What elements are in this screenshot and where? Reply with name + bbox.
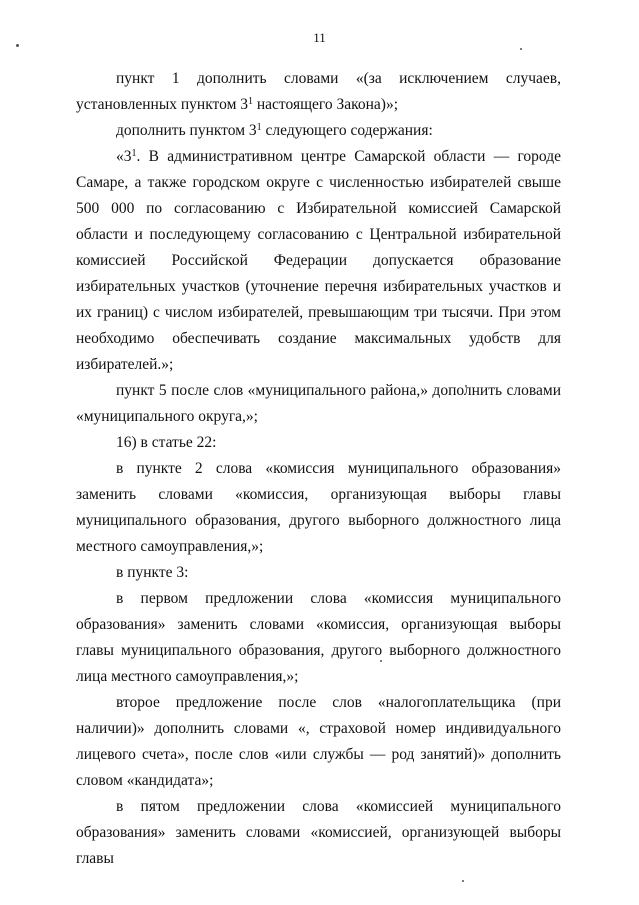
paragraph-text: пункт 1 дополнить словами «(за исключением случаев, установленных пунктом 3 [76,70,561,113]
paragraph-text: «3 [116,148,132,165]
paragraph: пункт 5 после слов «муниципального района,» дополнить словами «муниципального округа,»; [76,382,561,425]
superscript: 1 [248,96,253,107]
paragraph-text: следующего содержания: [261,122,433,139]
paragraph: в пункте 2 слова «комиссия муниципального образования» заменить словами «комиссия, организующая выборы главы муниципального образования, другого выборного должностного лица местного самоуправления,»; [76,460,561,555]
paragraph [76,118,561,144]
paragraph: в пункте 3: [116,564,189,581]
document-body [76,66,561,872]
paragraph [76,66,561,118]
paragraph [76,144,561,378]
paragraph-text: . В административном центре Самарской области — городе Самаре, а также городском округе с численностью избирателей свыше 500 000 по согласованию с Избирательной комиссией Самарской области и последующему согласованию с Центральной избирательной комиссией Российской Федерации допускается образование избирательных участков (уточнение перечня избирательных участков и их границ) с числом избирателей, превышающим три тысячи. При этом необходимо обеспечивать создание максимальных удобств для избирателей.»; [76,148,561,373]
article-heading: 16) в статье 22: [116,434,217,451]
paragraph-text: настоящего Закона)»; [253,96,399,113]
scan-speck [520,48,522,50]
paragraph: в первом предложении слова «комиссия муниципального образования» заменить словами «комиссия, организующая выборы главы муниципального образования, другого выборного должностного лица местного самоуправления,»; [76,590,561,685]
superscript: 1 [256,122,262,133]
paragraph-text: дополнить пунктом 3 [116,122,257,139]
superscript: 1 [131,148,137,159]
paragraph: в пятом предложении слова «комиссией муниципального образования» заменить словами «комиссией, организующей выборы главы [76,798,561,867]
page-number: 11 [313,30,326,45]
scan-speck [462,880,464,882]
paragraph: второе предложение после слов «налогоплательщика (при наличии)» дополнить словами «, страховой номер индивидуального лицевого счета», после слов «или службы — род занятий)» дополнить словом «кандидата»; [76,694,561,789]
